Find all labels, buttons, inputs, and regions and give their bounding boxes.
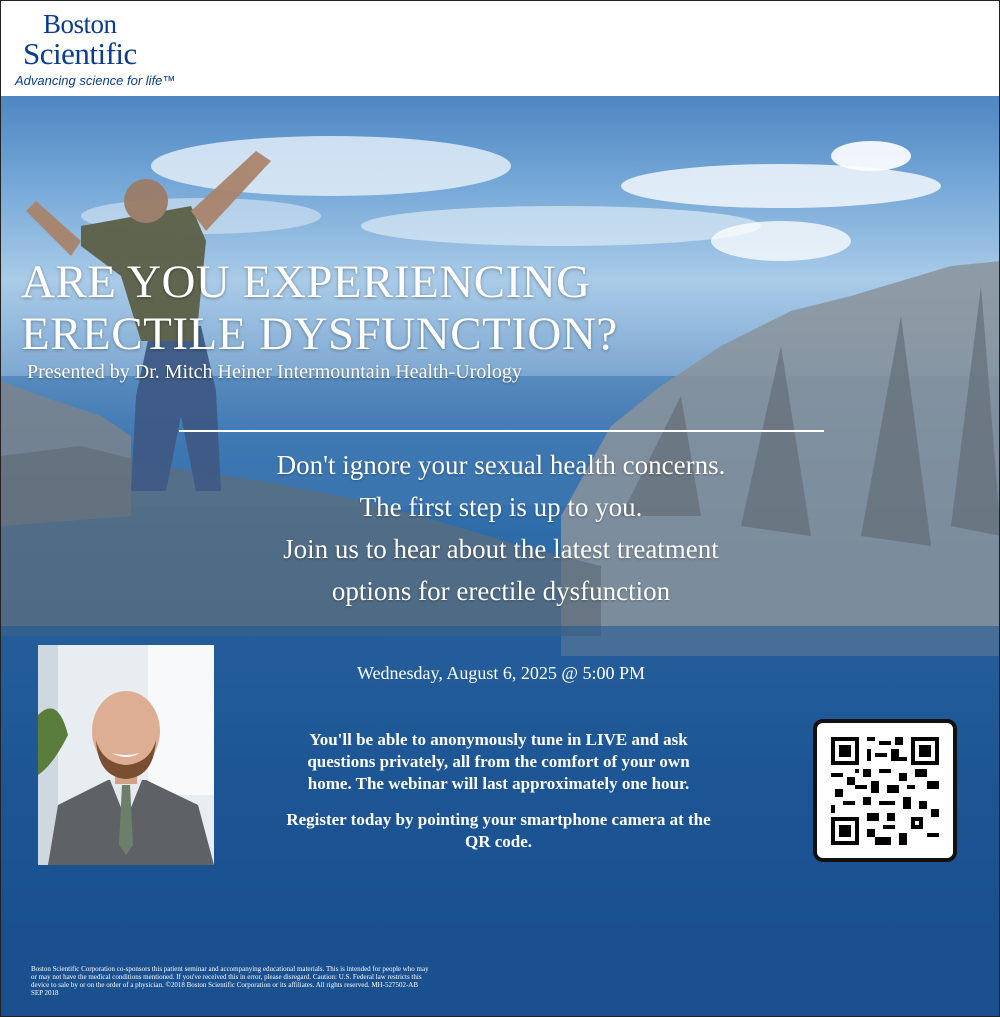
qr-code-icon — [831, 737, 939, 845]
presenter-photo — [38, 645, 214, 865]
logo-tagline: Advancing science for life™ — [15, 73, 176, 88]
intro-text — [201, 444, 801, 612]
details-paragraph-1: You'll be able to anonymously tune in LIVE and ask questions privately, all from the comfort of your own home. The webinar will last approximately one hour. — [307, 730, 690, 793]
intro-line-4: options for erectile dysfunction — [331, 576, 671, 606]
boston-scientific-logo — [15, 11, 175, 88]
presenter-line: Presented by Dr. Mitch Heiner Intermountain Health-Urology — [27, 361, 522, 383]
intro-line-1: Don't ignore your sexual health concerns. — [276, 450, 726, 480]
logo-line-2: Scientific — [23, 36, 137, 71]
headline-line-2: ERECTILE DYSFUNCTION? — [21, 308, 618, 360]
event-date: Wednesday, August 6, 2025 @ 5:00 PM — [357, 663, 645, 683]
details-paragraph-2: Register today by pointing your smartphone camera at the QR code. — [286, 810, 711, 851]
headline-line-1: ARE YOU EXPERIENCING — [21, 256, 591, 308]
qr-code[interactable] — [813, 719, 957, 862]
event-details — [286, 729, 711, 867]
presenter-portrait-illustration — [38, 645, 214, 865]
divider — [179, 430, 824, 432]
headline — [21, 256, 618, 360]
legal-disclaimer: Boston Scientific Corporation co-sponsors this patient seminar and accompanying educational materials. This is intended for people who may or may not have the medical conditions mentioned. If you've received this in error, please disregard. Caution: U.S. Federal law restricts this device to sale by or on the order of a physician. ©2018 Boston Scientific Corporation or its affiliates. All rights reserved. MH-527502-AB SEP 2018 — [31, 965, 429, 997]
header — [1, 1, 1000, 96]
logo-line-1: Boston — [43, 9, 117, 39]
intro-line-3: Join us to hear about the latest treatment — [283, 534, 719, 564]
intro-line-2: The first step is up to you. — [359, 492, 643, 522]
